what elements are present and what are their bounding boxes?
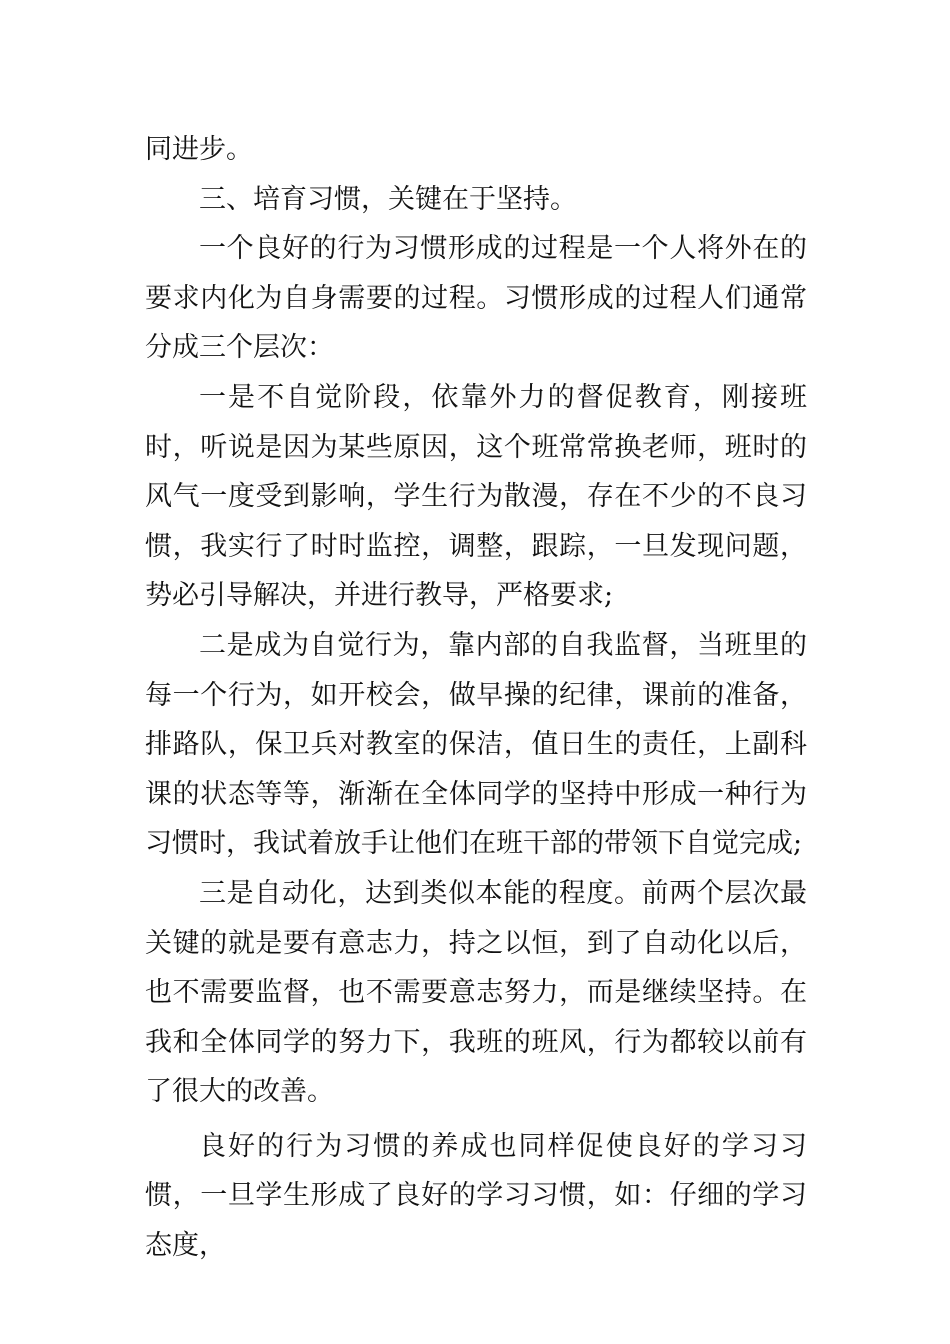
paragraph: 三是自动化，达到类似本能的程度。前两个层次最关键的就是要有意志力，持之以恒，到了自动化以后，也不需要监督，也不需要意志努力，而是继续坚持。在我和全体同学的努力下，我班的班风，行为都较以前有了很大的改善。 (145, 877, 807, 1108)
body-text (145, 125, 807, 1271)
paragraph-continuation: 同进步。 (145, 134, 253, 165)
paragraph: 二是成为自觉行为，靠内部的自我监督，当班里的每一个行为，如开校会，做早操的纪律，课前的准备，排路队，保卫兵对教室的保洁，值日生的责任，上副科课的状态等等，渐渐在全体同学的坚持中形成一种行为习惯时，我试着放手让他们在班干部的带领下自觉完成; (145, 629, 807, 860)
paragraph: 一个良好的行为习惯形成的过程是一个人将外在的要求内化为自身需要的过程。习惯形成的过程人们通常分成三个层次： (145, 233, 807, 364)
paragraph: 一是不自觉阶段，依靠外力的督促教育，刚接班时，听说是因为某些原因，这个班常常换老师，班时的风气一度受到影响，学生行为散漫，存在不少的不良习惯，我实行了时时监控，调整，跟踪，一旦发现问题，势必引导解决，并进行教导，严格要求; (145, 381, 807, 612)
paragraph: 良好的行为习惯的养成也同样促使良好的学习习惯，一旦学生形成了良好的学习习惯，如：仔细的学习态度， (145, 1130, 807, 1262)
section-heading: 三、培育习惯，关键在于坚持。 (199, 183, 577, 215)
